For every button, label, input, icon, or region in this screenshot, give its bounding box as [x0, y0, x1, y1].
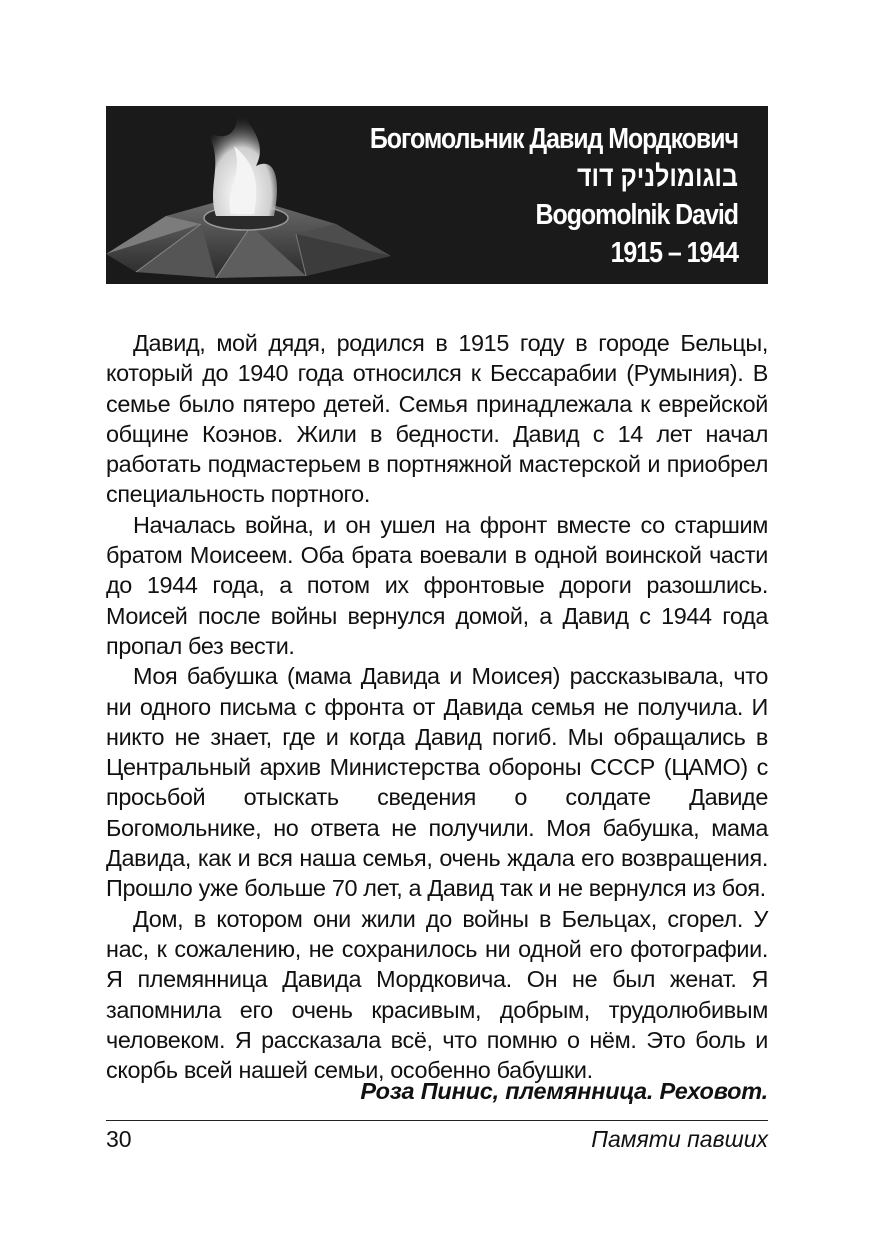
paragraph: Моя бабушка (мама Давида и Моисея) рассказывала, что ни одного письма с фронта от Давида семья не получила. И никто не знает, где и когда Давид погиб. Мы обращались в Центральный архив Министерства обороны СССР (ЦАМО) с просьбой отыскать сведения о солдате Давиде Богомольнике, но ответа не получили. Моя бабушка, мама Давида, как и вся наша семья, очень ждала его возвращения. Прошло уже больше 70 лет, а Давид так и не вернулся из боя. [106, 663, 768, 902]
author-signature: Роза Пинис, племянница. Реховот. [360, 1078, 768, 1104]
footer-rule [106, 1120, 768, 1121]
page-number: 30 [106, 1126, 132, 1152]
running-head: Памяти павших [591, 1126, 768, 1152]
life-years: 1915 – 1944 [610, 237, 738, 269]
paragraph: Давид, мой дядя, родился в 1915 году в городе Бельцы, который до 1940 года относился к Бессарабии (Румыния). В семье было пятеро детей. Семья принадлежала к еврейской общине Коэнов. Жили в бедности. Давид с 14 лет начал работать подмастерьем в портняжной мастерской и приобрел специальность портного. [106, 330, 768, 508]
banner-titles [310, 120, 738, 272]
article-body [106, 328, 768, 1085]
person-name-russian: Богомольник Давид Мордкович [369, 123, 738, 155]
paragraph: Дом, в котором они жили до войны в Бельцах, сгорел. У нас, к сожалению, не сохранилось ни одной его фотографии. Я племянница Давида Мордковича. Он не был женат. Я запомнила его очень красивым, добрым, трудолюбивым человеком. Я рассказала всё, что помню о нём. Это боль и скорбь всей нашей семьи, особенно бабушки. [106, 905, 768, 1084]
paragraph: Началась война, и он ушел на фронт вместе со старшим братом Моисеем. Оба брата воевали в одной воинской части до 1944 года, а потом их фронтовые дороги разошлись. Моисей после войны вернулся домой, а Давид с 1944 года пропал без вести. [106, 511, 768, 659]
person-name-english: Bogomolnik David [535, 199, 738, 231]
person-name-hebrew: בוגומולניק דוד [577, 161, 738, 193]
header-banner [106, 106, 768, 284]
